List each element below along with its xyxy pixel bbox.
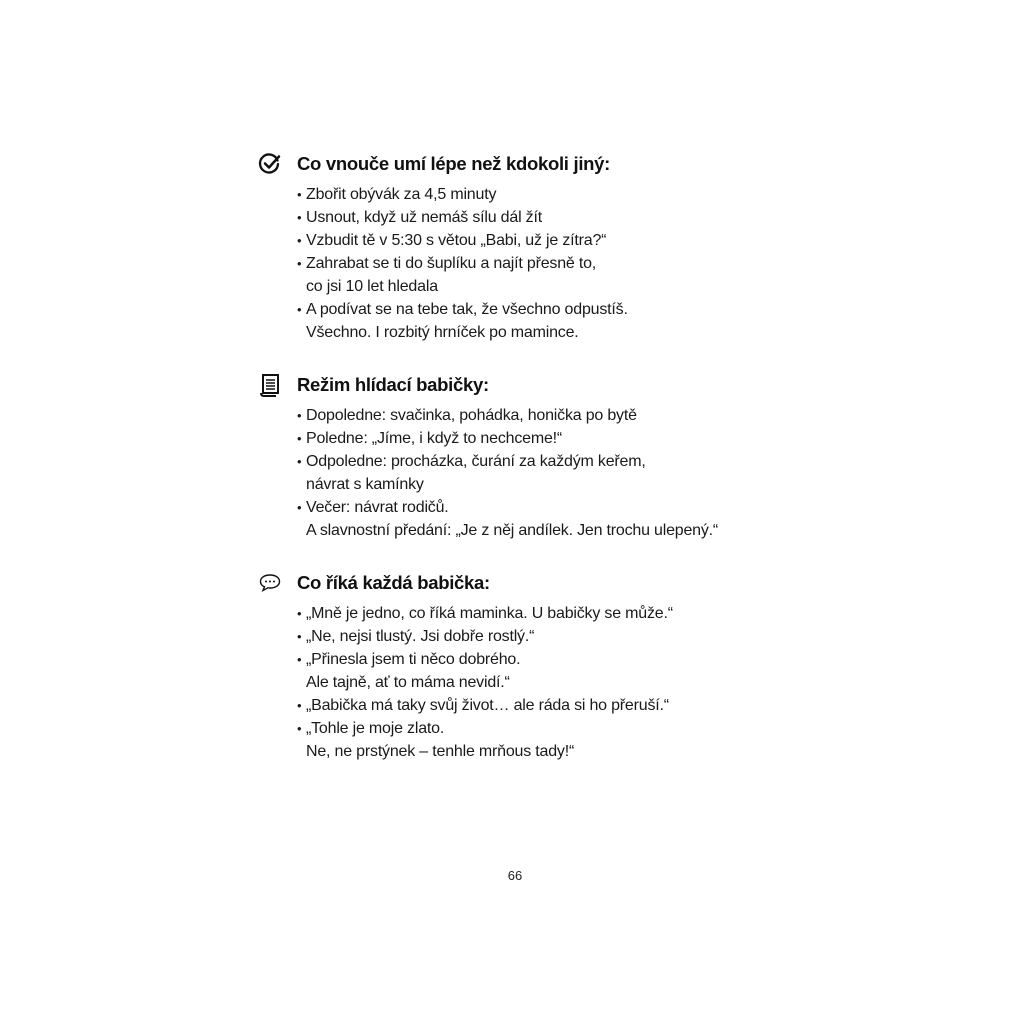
- list-item: [297, 496, 718, 542]
- list-item: [297, 298, 628, 344]
- line: • „Mně je jedno, co říká maminka. U babičky se může.“: [306, 605, 673, 622]
- line: • Odpoledne: procházka, čurání za každým keřem,: [306, 453, 646, 470]
- list-item: [297, 252, 628, 298]
- section-heading-row: [258, 371, 718, 399]
- bullet-list: [258, 404, 718, 542]
- line: Ne, ne prstýnek – tenhle mrňous tady!“: [306, 743, 575, 760]
- line: • Dopoledne: svačinka, pohádka, honička po bytě: [306, 407, 637, 424]
- line: • „Přinesla jsem ti něco dobrého.: [306, 651, 521, 668]
- check-circle-icon: [258, 152, 282, 176]
- list-item: [297, 602, 673, 625]
- line: • Večer: návrat rodičů.: [306, 499, 449, 516]
- line: Všechno. I rozbitý hrníček po mamince.: [306, 324, 579, 341]
- line: • Vzbudit tě v 5:30 s větou „Babi, už je zítra?“: [306, 232, 607, 249]
- line: • „Ne, nejsi tlustý. Jsi dobře rostlý.“: [306, 628, 535, 645]
- list-item: [297, 229, 628, 252]
- list-item: [297, 183, 628, 206]
- speech-bubble-icon: [258, 571, 282, 595]
- line: • „Babička má taky svůj život… ale ráda si ho přeruší.“: [306, 697, 669, 714]
- bullet-list: [258, 602, 673, 763]
- page-number: 66: [507, 868, 523, 883]
- list-item: [297, 694, 673, 717]
- line: návrat s kamínky: [306, 476, 424, 493]
- line: • A podívat se na tebe tak, že všechno odpustíš.: [306, 301, 628, 318]
- list-item: [297, 717, 673, 763]
- section-heading: Režim hlídací babičky:: [297, 374, 489, 395]
- section-grandma-sayings: [258, 569, 673, 763]
- line: • Zahrabat se ti do šuplíku a najít přesně to,: [306, 255, 597, 272]
- section-heading-row: [258, 569, 673, 597]
- scroll-list-icon: [258, 373, 282, 397]
- section-babysitting-mode: [258, 371, 718, 542]
- line: co jsi 10 let hledala: [306, 278, 438, 295]
- section-heading: Co vnouče umí lépe než kdokoli jiný:: [297, 153, 611, 174]
- section-heading: Co říká každá babička:: [297, 572, 490, 593]
- section-grandchildren-skills: [258, 150, 628, 344]
- line: Ale tajně, ať to máma nevidí.“: [306, 674, 510, 691]
- line: • „Tohle je moje zlato.: [306, 720, 445, 737]
- line: A slavnostní předání: „Je z něj andílek. Jen trochu ulepený.“: [306, 522, 719, 539]
- line: • Zbořit obývák za 4,5 minuty: [306, 186, 497, 203]
- list-item: [297, 427, 718, 450]
- section-heading-row: [258, 150, 628, 178]
- list-item: [297, 625, 673, 648]
- list-item: [297, 206, 628, 229]
- list-item: [297, 404, 718, 427]
- list-item: [297, 648, 673, 694]
- list-item: [297, 450, 718, 496]
- line: • Poledne: „Jíme, i když to nechceme!“: [306, 430, 563, 447]
- bullet-list: [258, 183, 628, 344]
- line: • Usnout, když už nemáš sílu dál žít: [306, 209, 542, 226]
